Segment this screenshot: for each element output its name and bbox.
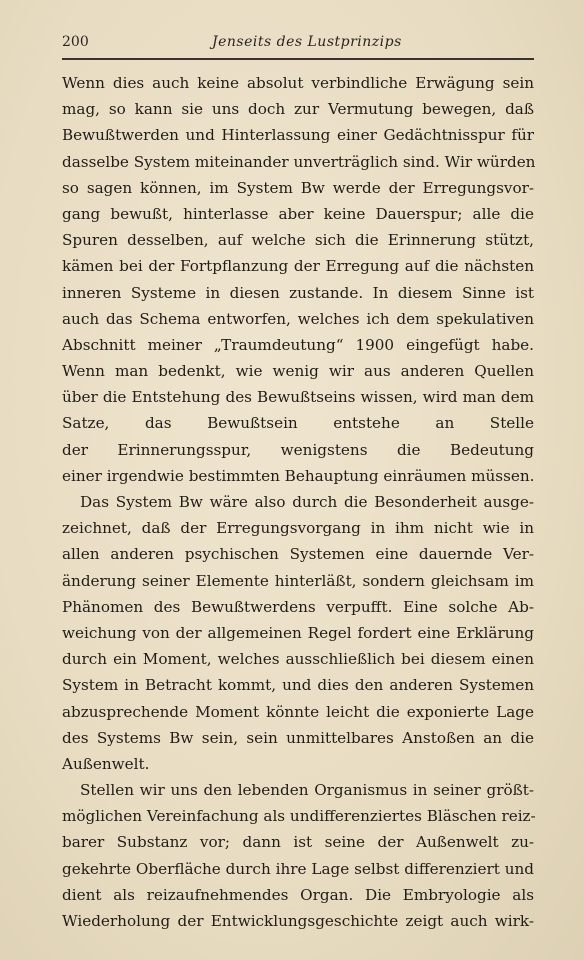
text-line: Wenn dies auch keine absolut verbindliche Erwägung sein bbox=[62, 74, 534, 92]
text-line: einer irgendwie bestimmten Behauptung einräumen müssen. bbox=[62, 466, 535, 485]
text-line: Satze, das Bewußtsein entstehe an Stelle bbox=[62, 414, 534, 433]
text-line: der Erinnerungsspur, wenigstens die Bedeutung bbox=[62, 440, 534, 459]
text-line: Phänomen des Bewußtwerdens verpufft. Eine solche Ab- bbox=[62, 597, 534, 616]
text-line: kämen bei der Fortpflanzung der Erregung auf die nächsten bbox=[62, 257, 534, 276]
text-line: möglichen Vereinfachung als undifferenziertes Bläschen reiz- bbox=[62, 807, 536, 826]
text-line: Außenwelt. bbox=[62, 754, 150, 773]
text-line: Das System Bw wäre also durch die Besonderheit ausge- bbox=[80, 493, 534, 511]
text-line: gekehrte Oberfläche durch ihre Lage selbst differenziert und bbox=[62, 859, 534, 878]
text-line: Bewußtwerden und Hinterlassung einer Gedächtnisspur für bbox=[62, 126, 534, 145]
text-line: Wenn man bedenkt, wie wenig wir aus anderen Quellen bbox=[62, 362, 534, 381]
text-line: auch das Schema entworfen, welches ich dem spekulativen bbox=[62, 309, 534, 328]
text-line: dasselbe System miteinander unverträglich sind. Wir würden bbox=[62, 152, 536, 171]
text-line: Abschnitt meiner „Traumdeutung“ 1900 eingefügt habe. bbox=[62, 335, 534, 354]
text-line: Wiederholung der Entwicklungsgeschichte zeigt auch wirk- bbox=[62, 912, 534, 930]
text-line: Spuren desselben, auf welche sich die Erinnerung stützt, bbox=[62, 231, 534, 250]
text-line: barer Substanz vor; dann ist seine der Außenwelt zu- bbox=[62, 833, 534, 852]
page-number: 200 bbox=[62, 34, 89, 50]
text-line: über die Entstehung des Bewußtseins wissen, wird man dem bbox=[62, 388, 534, 407]
text-line: zeichnet, daß der Erregungsvorgang in ihm nicht wie in bbox=[62, 519, 534, 538]
text-line: allen anderen psychischen Systemen eine dauernde Ver- bbox=[62, 545, 534, 564]
running-head: Jenseits des Lustprinzips bbox=[212, 34, 402, 50]
page-header bbox=[62, 34, 534, 54]
text-line: so sagen können, im System Bw werde der Erregungsvor- bbox=[62, 178, 534, 197]
text-line: inneren Systeme in diesen zustande. In diesem Sinne ist bbox=[62, 283, 534, 302]
text-line: des Systems Bw sein, sein unmittelbares Anstoßen an die bbox=[62, 728, 534, 747]
header-rule bbox=[62, 58, 534, 60]
text-line: weichung von der allgemeinen Regel fordert eine Erklärung bbox=[62, 623, 534, 642]
text-line: änderung seiner Elemente hinterläßt, sondern gleichsam im bbox=[62, 571, 534, 590]
text-line: durch ein Moment, welches ausschließlich bei diesem einen bbox=[62, 650, 534, 669]
text-line: Stellen wir uns den lebenden Organismus in seiner größt- bbox=[80, 781, 534, 800]
text-line: mag, so kann sie uns doch zur Vermutung bewegen, daß bbox=[62, 100, 534, 119]
text-line: gang bewußt, hinterlasse aber keine Dauerspur; alle die bbox=[62, 204, 534, 223]
text-line: abzusprechende Moment könnte leicht die exponierte Lage bbox=[62, 702, 534, 721]
body-text bbox=[62, 70, 534, 934]
text-line: dient als reizaufnehmendes Organ. Die Embryologie als bbox=[62, 885, 534, 904]
text-line: System in Betracht kommt, und dies den anderen Systemen bbox=[62, 676, 534, 695]
